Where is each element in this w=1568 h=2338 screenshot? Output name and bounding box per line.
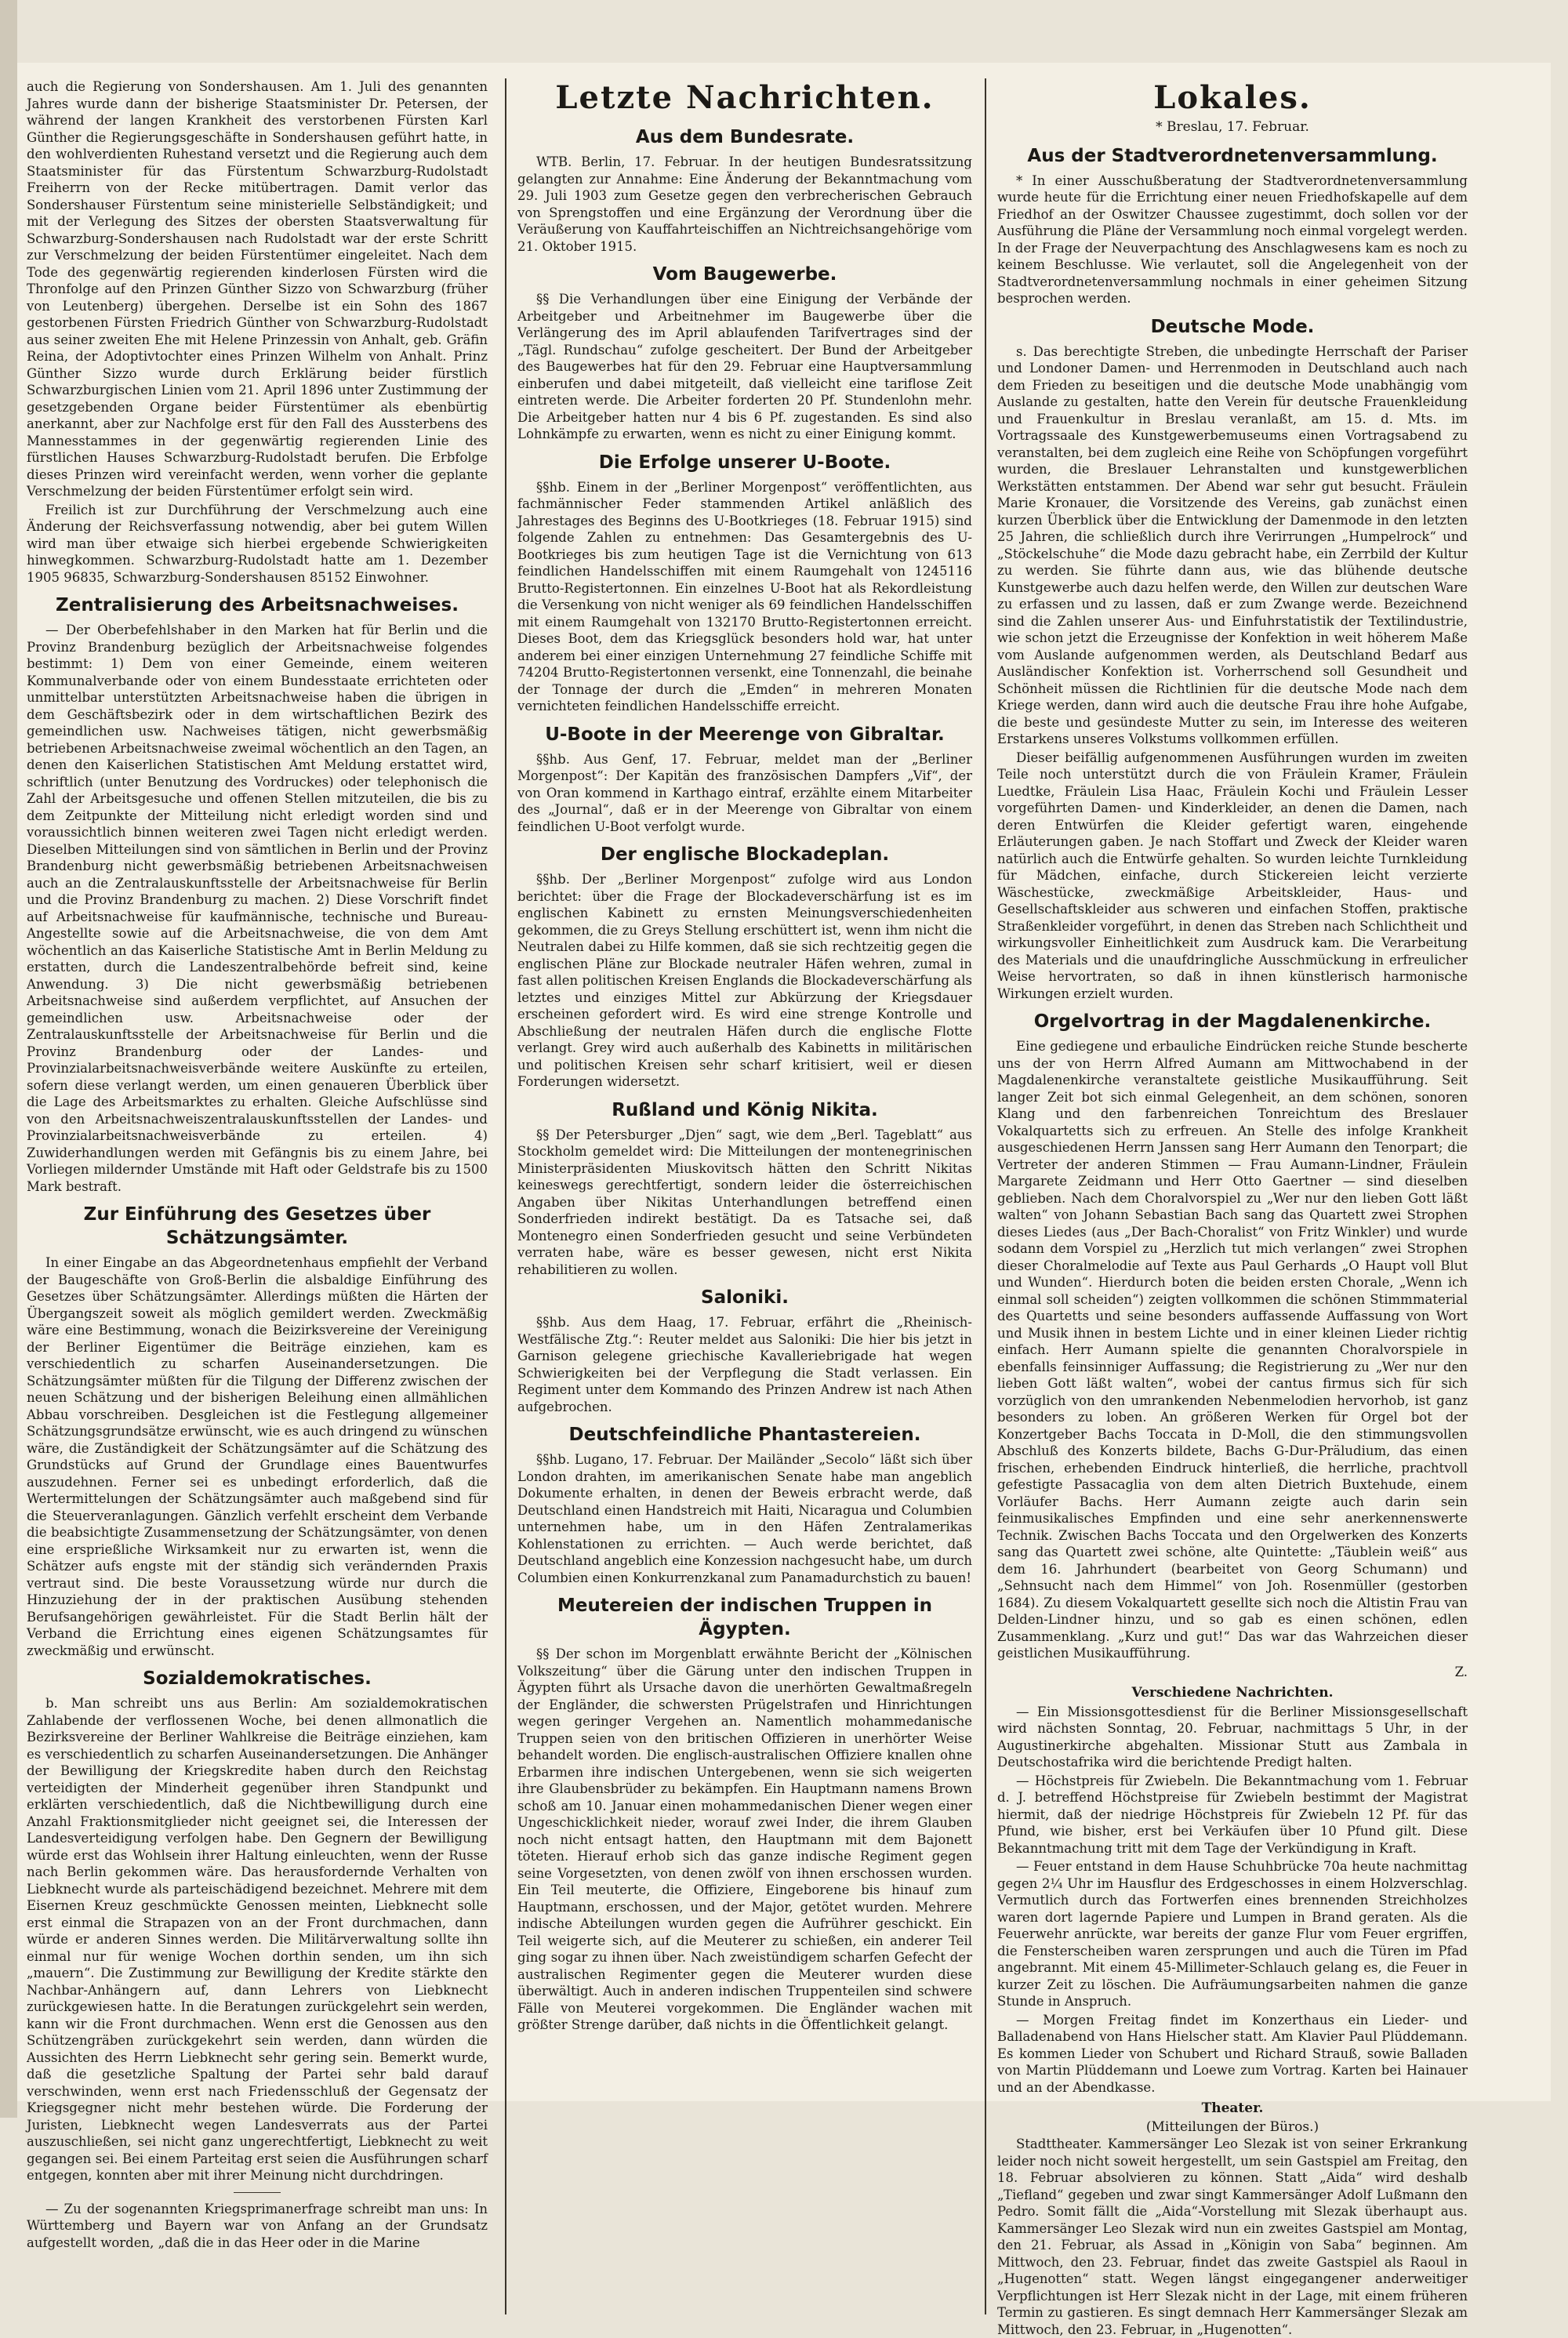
article-paragraph: §§hb. Der „Berliner Morgenpost“ zufolge wird aus London berichtet: über die Frage der Blockadeverschärfung ist es im englischen Kabinett zu ernsten Meinungsverschiedenheiten gekommen, die zu Greys Stellung erschüttert ist, wenn ihm nicht die Neutralen dabei zu Hilfe kommen, daß sie sich rechtzeitig gegen die englischen Pläne zur Blockade neutraler Häfen wehren, zumal in fast allen politischen Kreisen Englands die Blockadeverschärfung als letztes und einziges Mittel zur Abkürzung der Kriegsdauer erscheinen gefordert wird. Es wird eine strenge Kontrolle und Abschließung der neutralen Häfen durch die englische Flotte verlangt. Grey wird auch außerhalb des Kabinetts in militärischen und politischen Kreisen sehr scharf kritisiert, weil er diesen Forderungen widersetzt. bbox=[517, 872, 972, 1089]
section-masthead-lokales: Lokales. bbox=[1153, 79, 1312, 116]
column-rule-left bbox=[505, 78, 506, 2314]
headline-u-boote-erfolge: Die Erfolge unserer U-Boote. bbox=[598, 452, 891, 473]
article-paragraph: §§hb. Lugano, 17. Februar. Der Mailänder „Secolo“ läßt sich über London drahten, im amerikanischen Senate habe man angeblich Dokumente erhalten, in denen der Beweis erbracht werde, daß Deutschland einen Handstreich mit Haiti, Nicaragua und Columbien unternehmen habe, um in den Häfen Zentralamerikas Kohlenstationen zu errichten. — Auch werde berichtet, daß Deutschland angeblich eine Konzession nachgesucht habe, um durch Columbien einen Konkurrenzkanal zum Panamadurchstich zu bauen! bbox=[517, 1452, 972, 1585]
column-rule-right bbox=[985, 78, 986, 2314]
headline-phantastereien: Deutschfeindliche Phantastereien. bbox=[568, 1425, 921, 1445]
headline-bundesrat: Aus dem Bundesrate. bbox=[635, 127, 855, 147]
headline-stadtverordneten: Aus der Stadtverordnetenversammlung. bbox=[1027, 145, 1438, 166]
article-paragraph: Dieser beifällig aufgenommenen Ausführungen wurden im zweiten Teile noch unterstützt durch die von Fräulein Kramer, Fräulein Luedtke, Fräulein Lisa Haac, Fräulein Kochi und Fräulein Lesser vorgeführten Damen- und Kinderkleider, an denen die Damen, nach deren Entwürfen die Kleider gefertigt waren, eingehende Erläuterungen gaben. Je nach Stoffart und Zweck der Kleider waren natürlich auch die Entwürfe gehalten. So wurden leichte Turnkleidung für Mädchen, einfache, durch Stickereien leicht verzierte Wäschestücke, zweckmäßige Arbeitskleider, Haus- und Gesellschaftskleider aus schweren und einfachen Stoffen, praktische Straßenkleider vorgeführt, in denen das Streben nach Schlichtheit und wirkungsvoller Einheitlichkeit zum Ausdruck kam. Die Verarbeitung des Materials und die unaufdringliche Ausschmückung in erfreulicher Weise hervortraten, so daß in ihnen künstlerisch harmonische Wirkungen erzielt wurden. bbox=[997, 750, 1468, 1001]
headline-theater: Theater. bbox=[1201, 2100, 1264, 2116]
middle-column bbox=[517, 78, 972, 2322]
article-paragraph: Eine gediegene und erbauliche Eindrücken reiche Stunde bescherte uns der von Herrn Alfred Aumann am Mittwochabend in der Magdalenenkirche veranstaltete geistliche Musikaufführung. Seit langer Zeit bot sich einmal Gelegenheit, an dem schönen, sonoren Klang und den farbenreichen Tonreichtum des Breslauer Vokalquartetts sich zu erfreuen. An Stelle des infolge Krankheit ausgeschiedenen Herrn Janssen sang Herr Aumann den Tenorpart; die Vertreter der anderen Stimmen — Frau Aumann-Lindner, Fräulein Margarete Zeidmann und Herr Otto Gaertner — sind dieselben geblieben. Nach dem Choralvorspiel zu „Wer nur den lieben Gott läßt walten“ von Johann Sebastian Bach sang das Quartett zwei Strophen dieses Liedes (aus „Der Bach-Choralist“ von Fritz Winkler) und wurde sodann dem Vorspiel zu „Herzlich tut mich verlangen“ zwei Strophen dieser Choralmelodie auf Texte aus Paul Gerhards „O Haupt voll Blut und Wunden“. Hierdurch boten die beiden ersten Chorale, „Wenn ich einmal soll scheiden“) zeigten vollkommen die schönen Stimmmaterial des Quartetts und seine besonders auffassende Auffassung von Wort und Musik ihnen in bestem Lichte und in einer kleinen Lieder richtig einfach. Herr Aumann spielte die genannten Choralvorspiele in ebenfalls feinsinniger Auffassung; die Registrierung zu „Wer nur den lieben Gott läßt walten“, wobei der cantus firmus sich für sich vorzüglich von den umrankenden Nebenmelodien hervorhob, ist ganz besonders zu loben. An größeren Werken für Orgel bot der Konzertgeber Bachs Toccata in D-Moll, die den stimmungsvollen Abschluß des Konzerts bildete, Bachs G-Dur-Präludium, das einen frischen, erhebenden Eindruck hinterließ, die herrliche, prachtvoll gefestigte Passacaglia von dem alten Dietrich Buxtehude, einem Vorläufer Bachs. Herr Aumann zeigte auch darin sein feinmusikalisches Empfinden und eine sehr anerkennenswerte Technik. Zwischen Bachs Toccata und den Orgelwerken des Konzerts sang das Quartett zwei schöne, alte Quintette: „Täublein weiß“ aus dem 16. Jahrhundert (bearbeitet von Georg Schumann) und „Sehnsucht nach dem Himmel“ von Joh. Rosenmüller (gestorben 1684). Zu diesem Vokalquartett gesellte sich noch die Altistin Frau van Delden-Lindner hinzu, und so gab es einen schönen, edlen Zusammenklang. „Kurz und gut!“ Das war das Wahrzeichen dieser geistlichen Musikaufführung. bbox=[997, 1039, 1468, 1661]
headline-nikita: Rußland und König Nikita. bbox=[612, 1099, 878, 1120]
headline-blockadeplan: Der englische Blockadeplan. bbox=[600, 844, 890, 865]
page-gutter bbox=[0, 0, 17, 2118]
headline-deutsche-mode: Deutsche Mode. bbox=[1150, 316, 1315, 337]
headline-arbeitsnachweis: Zentralisierung des Arbeitsnachweises. bbox=[56, 595, 459, 615]
article-paragraph: §§hb. Aus Genf, 17. Februar, meldet man der „Berliner Morgenpost“: Der Kapitän des französischen Dampfers „Vif“, der von Oran kommend in Karthago eintraf, erzählte einem Mitarbeiter des „Journal“, daß er in der Meerenge von Gibraltar von einem feindlichen U-Boot verfolgt wurde. bbox=[517, 751, 972, 834]
article-paragraph: — Der Oberbefehlshaber in den Marken hat für Berlin und die Provinz Brandenburg bezüglich der Arbeitsnachweise folgendes bestimmt: 1) Dem von einer Gemeinde, einem weiteren Kommunalverbande oder von einem Bundesstaate errichteten oder unmittelbar unterstützten Arbeitsnachweise haben die übrigen in dem Geschäftsbezirk oder in dem wirtschaftlichen Bezirk des gemeindlichen usw. Nachweises tätigen, nicht gewerbsmäßig betriebenen Arbeitsnachweise zweimal wöchentlich an den Tagen, an denen den Kaiserlichen Statistischen Amt Meldung erstattet wird, schriftlich (unter Benutzung des Vordruckes) oder telephonisch die Zahl der Arbeitsgesuche und offenen Stellen mitzuteilen, die bis zu dem Zeitpunkte der Mitteilung nicht erledigt worden sind und voraussichtlich binnen weiteren zwei Tagen nicht erledigt werden. Dieselben Mitteilungen sind von sämtlichen in Berlin und der Provinz Brandenburg nicht gewerbsmäßig betriebenen Arbeitsnachweisen auch an die Zentralauskunftsstelle der Arbeitsnachweise für Berlin und die Provinz Brandenburg zu machen. 2) Diese Vorschrift findet auf Arbeitsnachweise für kaufmännische, technische und Bureau-Angestellte sowie auf die Arbeitsnachweise, die von dem Amt wöchentlich an das Kaiserliche Statistische Amt in Berlin Meldung zu erstatten, durch die Landeszentralbehörde befreit sind, keine Anwendung. 3) Die nicht gewerbsmäßig betriebenen Arbeitsnachweise sind außerdem verpflichtet, auf Ansuchen der gemeindlichen usw. Arbeitsnachweise oder der Zentralauskunftsstelle der Arbeitsnachweise für Berlin und die Provinz Brandenburg oder der Landes- und Provinzialarbeitsnachweisverbände weitere Auskünfte zu erteilen, sofern diese verlangt werden, um einen genaueren Überblick über die Lage des Arbeitsmarktes zu erhalten. Gleiche Aufschlüsse sind von den Arbeitsnachweiszentralauskunftsstellen der Landes- und Provinzialarbeitsnachweisverbände zu erteilen. 4) Zuwiderhandlungen werden mit Gefängnis bis zu einem Jahre, bei Vorliegen mildernder Umstände mit Haft oder Geldstrafe bis zu 1500 Mark bestraft. bbox=[27, 623, 488, 1194]
headline-gibraltar: U-Boote in der Meerenge von Gibraltar. bbox=[545, 724, 945, 745]
article-paragraph: b. Man schreibt uns aus Berlin: Am sozialdemokratischen Zahlabende der verflossenen Woche, bei denen allmonatlich die Bezirksvereine der Berliner Wahlkreise die Beiträge einziehen, kam es verschiedentlich zu scharfen Auseinandersetzungen. Die Anhänger der Bewilligung der Kriegskredite haben durch den Reichstag verteidigten der Minderheit gegenüber ihren Standpunkt und erklärten verschiedentlich, daß die Nichtbewilligung durch eine Anzahl Fraktionsmitglieder nicht geeignet sei, die Interessen der Landesverteidigung verfolgen habe. Den Gegnern der Bewilligung würde erst das Wohlsein ihrer Haltung einleuchten, wenn der Russe nach Berlin gekommen wäre. Das herausfordernde Verhalten von Liebknecht wurde als parteischädigend bezeichnet. Mehrere mit dem Eisernen Kreuz geschmückte Genossen meinten, Liebknecht solle erst einmal die Strapazen von an der Front durchmachen, dann würde er anderen Sinnes werden. Die Militärverwaltung sollte ihn einmal nur für wenige Wochen dorthin senden, um ihn sich „mauern“. Die Zustimmung zur Bewilligung der Kredite stärkte den Nachbar-Anhängern auf, dann Lehrers von Liebknecht zurückgewiesen hatte. In die Beratungen zurückgelehrt sein werden, kann wir die Front durchmachen. Wenn erst die Genossen aus den Schützengräben zurückgekehrt sein werden, dann würden die Aussichten des Herrn Liebknecht sehr gering sein. Bemerkt wurde, daß die gesetzliche Spaltung der Partei sehr bald darauf verschwinden, wenn erst nach Friedensschluß der Gegensatz der Kriegsgegner nicht mehr bestehen würde. Die Forderung der Juristen, Liebknecht wegen Landesverrats aus der Partei auszuschließen, sei nicht ganz ungerechtfertigt, Liebknecht zu weit gegangen sei. Bei einem Parteitag erst seien die Ausführungen scharf entgegen, konnten aber mit ihrer Meinung nicht durchdringen. bbox=[27, 1696, 488, 2183]
article-paragraph: — Feuer entstand in dem Hause Schuhbrücke 70a heute nachmittag gegen 2¼ Uhr im Hausflur des Erdgeschosses in einem Holzverschlag. Vermutlich durch das Fortwerfen eines brennenden Streichholzes waren dort lagernde Papiere und Lumpen in Brand geraten. Als die Feuerwehr anrückte, war bereits der ganze Flur vom Feuer ergriffen, die Fensterscheiben waren zersprungen und auch die Türen im Pfad angebrannt. Mit einem 45-Millimeter-Schlauch gelang es, die Feuer in kurzer Zeit zu löschen. Die Aufräumungsarbeiten nahmen die ganze Stunde in Anspruch. bbox=[997, 1859, 1468, 2009]
article-paragraph: s. Das berechtigte Streben, die unbedingte Herrschaft der Pariser und Londoner Damen- und Herrenmoden in Deutschland auch nach dem Frieden zu beseitigen und die deutsche Mode unabhängig vom Auslande zu gestalten, hatte den Verein für deutsche Frauenkleidung und Frauenkultur in Breslau veranlaßt, am 15. d. Mts. im Vortragssaale des Kunstgewerbemuseums einen Vortragsabend zu veranstalten, bei dem zugleich eine Reihe von Schöpfungen vorgeführt wurden, die Breslauer Lehranstalten und kunstgewerblichen Werkstätten entstammen. Der Abend war sehr gut besucht. Fräulein Marie Kronauer, die Vorsitzende des Vereins, gab zunächst einen kurzen Überblick über die Entwicklung der Damenmode in den letzten 25 Jahren, die schließlich durch ihre Verirrungen „Humpelrock“ und „Stöckelschuhe“ die Mode dazu gebracht habe, ein Zerrbild der Kultur zu werden. Sie führte dann aus, wie das blühende deutsche Kunstgewerbe auch dazu helfen werde, den Willen zur deutschen Ware zu erfassen und zu lassen, daß er zum Zwange werde. Bezeichnend sind die Zahlen unserer Aus- und Einfuhrstatistik der Textilindustrie, wie schon jetzt die Erzeugnisse der Konfektion in weit höherem Maße vom Auslande aufgenommen werden, als Deutschland Bedarf aus Ausländischer Konfektion ist. Vorherrschend soll Gesundheit und Schönheit müssen die Richtlinien für die deutsche Mode nach dem Kriege werden, dann wird auch die deutsche Frau ihre hohe Aufgabe, die beste und gesündeste Mutter zu sein, im Interesse des weiteren Erstarkens unseres Volkstums vollkommen erfüllen. bbox=[997, 343, 1468, 746]
article-paragraph: Stadttheater. Kammersänger Leo Slezak ist von seiner Erkrankung leider noch nicht soweit hergestellt, um sein Gastspiel am Freitag, den 18. Februar absolvieren zu können. Statt „Aida“ wird deshalb „Tiefland“ gegeben und zwar singt Kammersänger Adolf Lußmann den Pedro. Somit fällt die „Aida“-Vorstellung mit Slezak überhaupt aus. Kammersänger Leo Slezak wird nun ein zweites Gastspiel am Montag, den 21. Februar, als Assad in „Königin von Saba“ beginnen. Am Mittwoch, den 23. Februar, findet das zweite Gastspiel als Raoul in „Hugenotten“ statt. Wegen längst eingegangener anderweitiger Verpflichtungen ist Herr Slezak nicht in der Lage, mit einem früheren Termin zu gastieren. Es singt demnach Herr Kammersänger Slezak am Mittwoch, den 23. Februar, in „Hugenotten“. bbox=[997, 2137, 1468, 2337]
section-divider bbox=[234, 2192, 281, 2193]
article-paragraph: — Morgen Freitag findet im Konzerthaus ein Lieder- und Balladenabend von Hans Hielscher statt. Am Klavier Paul Plüddemann. Es kommen Lieder von Schubert und Richard Strauß, sowie Balladen von Martin Plüddemann und Loewe zum Vortrag. Karten bei Hainauer und an der Abendkasse. bbox=[997, 2012, 1468, 2095]
headline-schaetzungsaemter: Zur Einführung des Gesetzes über Schätzungsämter. bbox=[83, 1204, 431, 1248]
headline-orgelvortrag: Orgelvortrag in der Magdalenenkirche. bbox=[1033, 1011, 1432, 1032]
headline-verschiedene: Verschiedene Nachrichten. bbox=[1131, 1685, 1334, 1701]
article-paragraph: §§hb. Aus dem Haag, 17. Februar, erfährt die „Rheinisch-Westfälische Ztg.“: Reuter meldet aus Saloniki: Die hier bis jetzt in Garnison gelegene griechische Kavalleriebrigade hat wegen Schwierigkeiten bei der Verpflegung die Stadt verlassen. Ein Regiment unter dem Kommando des Prinzen Andrew ist nach Athen aufgebrochen. bbox=[517, 1315, 972, 1414]
headline-saloniki: Saloniki. bbox=[701, 1287, 789, 1308]
dateline: * Breslau, 17. Februar. bbox=[1156, 119, 1309, 135]
headline-sozialdemokratisches: Sozialdemokratisches. bbox=[143, 1668, 372, 1689]
article-paragraph: §§ Der schon im Morgenblatt erwähnte Bericht der „Kölnischen Volkszeitung“ über die Gärung unter den indischen Truppen in Ägypten führt als Ursache davon die unerhörten Gewaltmaßregeln der Engländer, die schwersten Prügelstrafen und Hinrichtungen wegen geringer Vergehen an. Namentlich mohammedanische Truppen seien von den britischen Offizieren in unerhörter Weise behandelt worden. Die englisch-australischen Offiziere knallen ohne Erbarmen ihre indischen Untergebenen, wenn sie sich weigerten ihre Glaubensbrüder zu bekämpfen. Ein Hauptmann namens Brown schoß am 10. Januar einen mohammedanischen Diener wegen einer Ungeschicklichkeit nieder, worauf zwei Inder, die ihrem Glauben noch nicht entsagt hatten, den Hauptmann mit dem Bajonett töteten. Hierauf erhob sich das ganze indische Regiment gegen seine Vorgesetzten, von denen zwölf von ihnen erschossen wurden. Ein Teil meuterte, die Offiziere, Eingeborene bis hinauf zum Hauptmann, erschossen, und der Major, getötet wurden. Mehrere indische Abteilungen wurden gegen die Aufrührer geschickt. Ein Teil weigerte sich, auf die Meuterer zu schießen, ein anderer Teil ging sogar zu ihnen über. Nach zweistündigem scharfen Gefecht der australischen Regimenter gegen die Meuterer wurden diese überwältigt. Auch in anderen indischen Truppenteilen sind schwere Fälle von Meuterei vorgekommen. Die Engländer wachen mit größter Strenge darüber, daß nichts in die Öffentlichkeit gelangt. bbox=[517, 1646, 972, 2032]
article-paragraph: — Ein Missionsgottesdienst für die Berliner Missionsgesellschaft wird nächsten Sonntag, 20. Februar, nachmittags 5 Uhr, in der Augustinerkirche abgehalten. Missionar Stutt aus Zambala in Deutschostafrika wird die berichtende Predigt halten. bbox=[997, 1704, 1468, 1770]
article-paragraph: Freilich ist zur Durchführung der Verschmelzung auch eine Änderung der Reichsverfassung notwendig, aber bei gutem Willen wird man über etwaige sich hierbei ergebende Schwierigkeiten hinwegkommen. Schwarzburg-Rudolstadt hatte am 1. Dezember 1905 96835, Schwarzburg-Sondershausen 85152 Einwohner. bbox=[27, 502, 488, 585]
article-paragraph: §§hb. Einem in der „Berliner Morgenpost“ veröffentlichten, aus fachmännischer Feder stammenden Artikel anläßlich des Jahrestages des Beginns des U-Bootkrieges (18. Februar 1915) sind folgende Zahlen zu entnehmen: Das Gesamtergebnis des U-Bootkrieges bis zum heutigen Tage ist die Vernichtung von 613 feindlichen Handelsschiffen mit einem Raumgehalt von 1245116 Brutto-Registertonnen. Ein einzelnes U-Boot hat als Rekordleistung die Versenkung von nicht weniger als 69 feindlichen Handelsschiffen mit einem Raumgehalt von 132170 Brutto-Registertonnen erreicht. Dieses Boot, dem das Kriegsglück besonders hold war, hat unter anderem bei einer einzigen Unternehmung 27 feindliche Schiffe mit 74204 Brutto-Registertonnen versenkt, eine Tonnenzahl, die beinahe der Tonnage der durch die „Emden“ in mehreren Monaten vernichteten feindlichen Handelsschiffe erreicht. bbox=[517, 479, 972, 713]
article-paragraph: — Höchstpreis für Zwiebeln. Die Bekanntmachung vom 1. Februar d. J. betreffend Höchstpreise für Zwiebeln bestimmt der Magistrat hiermit, daß der niedrige Höchstpreis für Zwiebeln 12 Pf. für das Pfund, wie bisher, erst bei Verkäufen über 10 Pfund gilt. Diese Bekanntmachung tritt mit dem Tage der Verkündigung in Kraft. bbox=[997, 1773, 1468, 1856]
article-paragraph: — Zu der sogenannten Kriegsprimanerfrage schreibt man uns: In Württemberg und Bayern war von Anfang an der Grundsatz aufgestellt worden, „daß die in das Heer oder in die Marine bbox=[27, 2201, 488, 2250]
article-paragraph: §§ Der Petersburger „Djen“ sagt, wie dem „Berl. Tageblatt“ aus Stockholm gemeldet wird: Die Mitteilungen der montenegrinischen Ministerpräsidenten Miuskovitsch hätten den Schritt Nikitas keineswegs gerechtfertigt, sondern leider die österreichischen Angaben über Nikitas Unterhandlungen betreffend einen Sonderfrieden indirekt bestätigt. Da es Tatsache sei, daß Montenegro einen Sonderfrieden gesucht und seine Verbündeten verraten habe, wäre es besser gewesen, nicht erst Nikita rehabilitieren zu wollen. bbox=[517, 1127, 972, 1277]
headline-meutereien: Meutereien der indischen Truppen in Ägypten. bbox=[557, 1596, 932, 1639]
author-signature: Z. bbox=[1454, 1664, 1468, 1679]
article-paragraph: WTB. Berlin, 17. Februar. In der heutigen Bundesratssitzung gelangten zur Annahme: Eine Änderung der Bekanntmachung vom 29. Juli 1903 zum Gesetze gegen den verbrecherischen Gebrauch von Sprengstoffen und eine Ergänzung der Verordnung über die Veräußerung von Kauffahrteischiffen an Nichtreichsangehörige vom 21. Oktober 1915. bbox=[517, 154, 972, 254]
article-paragraph: * In einer Ausschußberatung der Stadtverordnetenversammlung wurde heute für die Errichtung einer neuen Friedhofskapelle auf dem Friedhof an der Oswitzer Chaussee zugestimmt, doch sollen vor der Ausführung die Pläne der Versammlung noch einmal vorgelegt werden. In der Frage der Neuverpachtung des Anschlagwesens kam es noch zu keinem Beschlusse. Wie verlautet, soll die Angelegenheit von der Stadtverordnetenversammlung nochmals in einer geheimen Sitzung besprochen werden. bbox=[997, 172, 1468, 306]
headline-baugewerbe: Vom Baugewerbe. bbox=[652, 264, 837, 285]
left-column bbox=[27, 78, 488, 2322]
right-column bbox=[997, 78, 1468, 2337]
article-paragraph: auch die Regierung von Sondershausen. Am 1. Juli des genannten Jahres wurde dann der bisherige Staatsminister Dr. Petersen, der während der langen Krankheit des verstorbenen Fürsten Karl Günther die Regierungsgeschäfte in Sondershausen geführt hatte, in den wohlverdienten Ruhestand versetzt und die Regierung auch dem Staatsminister für das Fürstentum Schwarzburg-Rudolstadt Freiherrn von der Recke mitübertragen. Damit verlor das Sondershauser Fürstentum seine ministerielle Selbständigkeit; und mit der Verlegung des Sitzes der obersten Staatsverwaltung für Schwarzburg-Sondershausen nach Rudolstadt war der erste Schritt zur Verschmelzung der beiden Fürstentümer eingeleitet. Nach dem Tode des gegenwärtig regierenden kinderlosen Fürsten wird die Thronfolge auf den Prinzen Günther Sizzo von Schwarzburg (früher von Leutenberg) übergehen. Derselbe ist ein Sohn des 1867 gestorbenen Fürsten Friedrich Günther von Schwarzburg-Rudolstadt aus seiner zweiten Ehe mit Helene Prinzessin von Anhalt, geb. Gräfin Reina, der Adoptivtochter eines Prinzen Wilhelm von Anhalt. Prinz Günther Sizzo wurde durch Erklärung beider fürstlich Schwarzburgischen Linien vom 21. April 1896 unter Zustimmung der gesetzgebenden Organe beider Fürstentümer als ebenbürtig anerkannt, aber zur Nachfolge erst für den Fall des Aussterbens des Mannesstammes in der gegenwärtig regierenden Linie des fürstlichen Hauses Schwarzburg-Rudolstadt berufen. Die Erbfolge dieses Prinzen wird vereinfacht werden, wenn vorher die geplante Verschmelzung der beiden Fürstentümer erfolgt sein wird. bbox=[27, 79, 488, 499]
article-paragraph: In einer Eingabe an das Abgeordnetenhaus empfiehlt der Verband der Baugeschäfte von Groß-Berlin die alsbaldige Einführung des Gesetzes über Schätzungsämter. Allerdings müßten die Härten der Übergangszeit soweit als möglich gemildert werden. Zweckmäßig wäre eine Bestimmung, wonach die Beizirksvereine der Vereinigung der Berliner Eigentümer die Beiträge einziehen, kam es verschiedentlich zu scharfen Auseinandersetzungen. Die Schätzungsämter müßten für die Tilgung der Differenz zwischen der neuen Schätzung und der bisherigen Beleihung einen allmählichen Abbau vorschreiben. Desgleichen ist die Festlegung allgemeiner Schätzungsgrundsätze erwünscht, wie es auch dringend zu wünschen wäre, die Zuständigkeit der Schätzungsämter auf die Schätzung des Grundstücks auf Grund der Grundlage eines Bauentwurfes auszudehnen. Ferner sei es unbedingt erforderlich, daß die Wertermittelungen der Schätzungsämter auch maßgebend sind für die Steuerveranlagungen. Gänzlich verfehlt erscheint dem Verbande die beabsichtigte Zusammensetzung der Schätzungsämter, von denen eine ersprießliche Wirksamkeit nur zu erwarten ist, wenn die Schätzer aufs engste mit der ständig sich verändernden Praxis vertraut sind. Die beste Voraussetzung würde nur durch die Hinzuziehung der in der praktischen Ausübung stehenden Berufsangehörigen gewährleistet. Für die Stadt Berlin hält der Verband die Errichtung eines eigenen Schätzungsamtes für zweckmäßig und erwünscht. bbox=[27, 1255, 488, 1658]
article-paragraph: §§ Die Verhandlungen über eine Einigung der Verbände der Arbeitgeber und Arbeitnehmer im Baugewerbe über die Verlängerung des im April ablaufenden Tarifvertrages sind der „Tägl. Rundschau“ zufolge gescheitert. Der Bund der Arbeitgeber des Baugewerbes hat für den 29. Februar eine Hauptversammlung einberufen und dabei mitgeteilt, daß vielleicht eine tariflose Zeit eintreten werde. Die Arbeiter forderten 20 Pf. Stundenlohn mehr. Die Arbeitgeber hatten nur 4 bis 6 Pf. zugestanden. Es sind also Lohnkämpfe zu erwarten, wenn es nicht zu einer Einigung kommt. bbox=[517, 292, 972, 441]
theater-subtitle: (Mitteilungen der Büros.) bbox=[1145, 2118, 1319, 2135]
section-masthead-letzte-nachrichten: Letzte Nachrichten. bbox=[555, 79, 935, 116]
